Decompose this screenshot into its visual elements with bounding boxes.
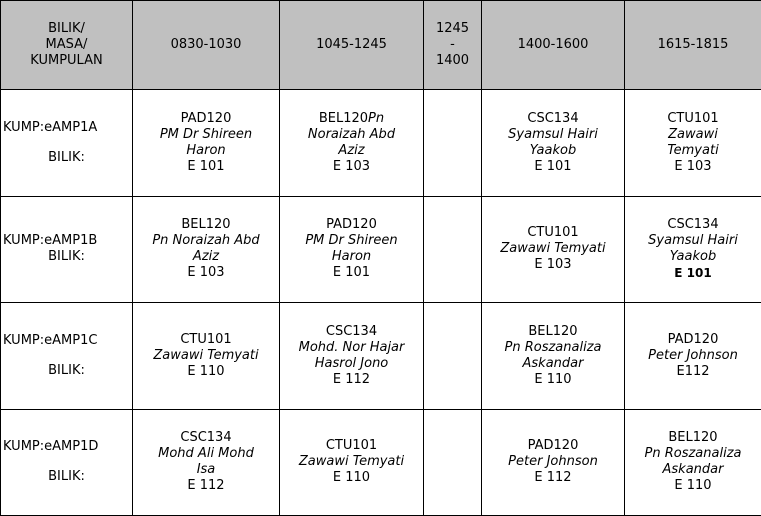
course-code: BEL120 bbox=[318, 110, 369, 126]
course-code: CTU101 bbox=[527, 225, 579, 241]
header-text: MASA/ bbox=[45, 37, 88, 52]
course-code: PAD120 bbox=[667, 331, 719, 347]
lecturer-name: Zawawi Temyati bbox=[500, 241, 606, 257]
class-cell bbox=[482, 303, 625, 410]
room-label: E 103 bbox=[187, 265, 225, 281]
room-label: E 103 bbox=[332, 158, 371, 174]
header-text: - bbox=[450, 37, 455, 52]
lecturer-name: Pn bbox=[368, 110, 385, 126]
room-label: E 110 bbox=[187, 363, 225, 379]
room-label: E 103 bbox=[534, 257, 572, 273]
timetable-body bbox=[1, 90, 761, 516]
lecturer-name: Noraizah Abd bbox=[307, 126, 396, 142]
course-code: CSC134 bbox=[527, 110, 579, 126]
course-code: PAD120 bbox=[326, 217, 377, 233]
header-text: BILIK/ bbox=[48, 21, 85, 36]
lecturer-name: Askandar bbox=[522, 355, 584, 371]
lecturer-name: Zawawi Temyati bbox=[298, 454, 405, 470]
room-label: E 112 bbox=[534, 470, 572, 486]
class-cell bbox=[133, 303, 280, 410]
class-cell bbox=[280, 196, 424, 303]
header-slot-0830 bbox=[133, 1, 280, 90]
bilik-label: BILIK: bbox=[48, 469, 85, 485]
header-text: 1045-1245 bbox=[316, 37, 387, 52]
lecturer-name: Peter Johnson bbox=[648, 347, 738, 363]
course-code: CTU101 bbox=[667, 110, 719, 126]
header-slot-1045 bbox=[280, 1, 424, 90]
class-cell bbox=[280, 303, 424, 410]
lecturer-name: Yaakob bbox=[529, 142, 577, 158]
course-code: PAD120 bbox=[180, 110, 232, 126]
header-slot-1615 bbox=[625, 1, 761, 90]
group-cell bbox=[1, 90, 133, 197]
lecturer-name: Syamsul Hairi bbox=[648, 233, 738, 249]
lecturer-name: PM Dr Shireen bbox=[305, 233, 398, 249]
room-label: E 112 bbox=[332, 371, 371, 387]
room-label: E 101 bbox=[534, 158, 572, 174]
lecturer-name: Zawawi Temyati bbox=[153, 347, 259, 363]
table-row bbox=[1, 196, 761, 303]
class-cell bbox=[625, 90, 761, 197]
lecturer-name: PM Dr Shireen bbox=[159, 126, 253, 142]
group-label: KUMP:eAMP1B bbox=[3, 233, 98, 249]
lecturer-name: Zawawi bbox=[668, 126, 718, 142]
class-cell bbox=[625, 196, 761, 303]
lecturer-name: Mohd Ali Mohd bbox=[158, 446, 254, 462]
lecturer-name: Mohd. Nor Hajar bbox=[298, 339, 405, 355]
header-text: 1245 bbox=[435, 21, 470, 36]
lecturer-name: Askandar bbox=[662, 462, 724, 478]
course-code: PAD120 bbox=[527, 438, 579, 454]
header-row bbox=[1, 1, 761, 90]
course-code: BEL120 bbox=[181, 217, 231, 233]
bilik-label: BILIK: bbox=[48, 149, 85, 165]
class-cell bbox=[625, 409, 761, 516]
group-cell bbox=[1, 409, 133, 516]
room-label: E 110 bbox=[674, 478, 712, 494]
empty-cell bbox=[424, 90, 482, 197]
room-label: E 110 bbox=[332, 470, 371, 486]
room-label: E 103 bbox=[674, 158, 712, 174]
header-slot-1400 bbox=[482, 1, 625, 90]
room-label: E 112 bbox=[187, 478, 225, 494]
lecturer-name: Pn Noraizah Abd bbox=[152, 233, 260, 249]
course-code: CTU101 bbox=[325, 438, 378, 454]
class-cell bbox=[133, 90, 280, 197]
lecturer-name: Aziz bbox=[338, 142, 365, 158]
header-text: KUMPULAN bbox=[30, 53, 103, 68]
table-row bbox=[1, 303, 761, 410]
room-label: E112 bbox=[676, 363, 710, 379]
group-cell bbox=[1, 303, 133, 410]
class-cell bbox=[625, 303, 761, 410]
empty-cell bbox=[424, 409, 482, 516]
table-row bbox=[1, 90, 761, 197]
class-cell bbox=[482, 90, 625, 197]
lecturer-name: Pn Roszanaliza bbox=[504, 339, 602, 355]
group-label: KUMP:eAMP1C bbox=[3, 332, 98, 348]
header-text: 0830-1030 bbox=[170, 37, 242, 52]
empty-cell bbox=[424, 303, 482, 410]
course-code: CSC134 bbox=[180, 430, 232, 446]
class-cell bbox=[280, 409, 424, 516]
lecturer-name: Isa bbox=[196, 462, 216, 478]
course-code: BEL120 bbox=[668, 430, 718, 446]
lecturer-name: Haron bbox=[186, 142, 226, 158]
room-label: E 101 bbox=[674, 266, 712, 281]
room-label: E 101 bbox=[187, 158, 225, 174]
class-cell bbox=[133, 196, 280, 303]
class-cell bbox=[133, 409, 280, 516]
lecturer-name: Haron bbox=[331, 249, 372, 265]
lecturer-name: Syamsul Hairi bbox=[508, 126, 598, 142]
course-code: CSC134 bbox=[325, 323, 378, 339]
header-slot-1245 bbox=[424, 1, 482, 90]
header-text: 1400 bbox=[435, 53, 470, 68]
class-cell bbox=[482, 196, 625, 303]
header-text: 1615-1815 bbox=[657, 37, 729, 52]
header-text: 1400-1600 bbox=[517, 37, 589, 52]
bilik-label: BILIK: bbox=[48, 362, 85, 378]
group-label: KUMP:eAMP1D bbox=[3, 439, 99, 455]
header-bilik-masa-kumpulan bbox=[1, 1, 133, 90]
course-code: CTU101 bbox=[180, 331, 232, 347]
group-label: KUMP:eAMP1A bbox=[3, 119, 98, 135]
class-cell bbox=[280, 90, 424, 197]
room-label: E 110 bbox=[534, 371, 572, 387]
course-code: CSC134 bbox=[667, 217, 719, 233]
lecturer-name: Yaakob bbox=[669, 249, 717, 265]
lecturer-name: Pn Roszanaliza bbox=[644, 446, 742, 462]
table-row bbox=[1, 409, 761, 516]
course-code: BEL120 bbox=[528, 323, 578, 339]
empty-cell bbox=[424, 196, 482, 303]
bilik-label: BILIK: bbox=[48, 249, 85, 265]
room-label: E 101 bbox=[332, 265, 371, 281]
class-cell bbox=[482, 409, 625, 516]
lecturer-name: Temyati bbox=[667, 142, 719, 158]
lecturer-name: Hasrol Jono bbox=[314, 355, 389, 371]
lecturer-name: Aziz bbox=[192, 249, 220, 265]
lecturer-name: Peter Johnson bbox=[508, 454, 598, 470]
group-cell bbox=[1, 196, 133, 303]
